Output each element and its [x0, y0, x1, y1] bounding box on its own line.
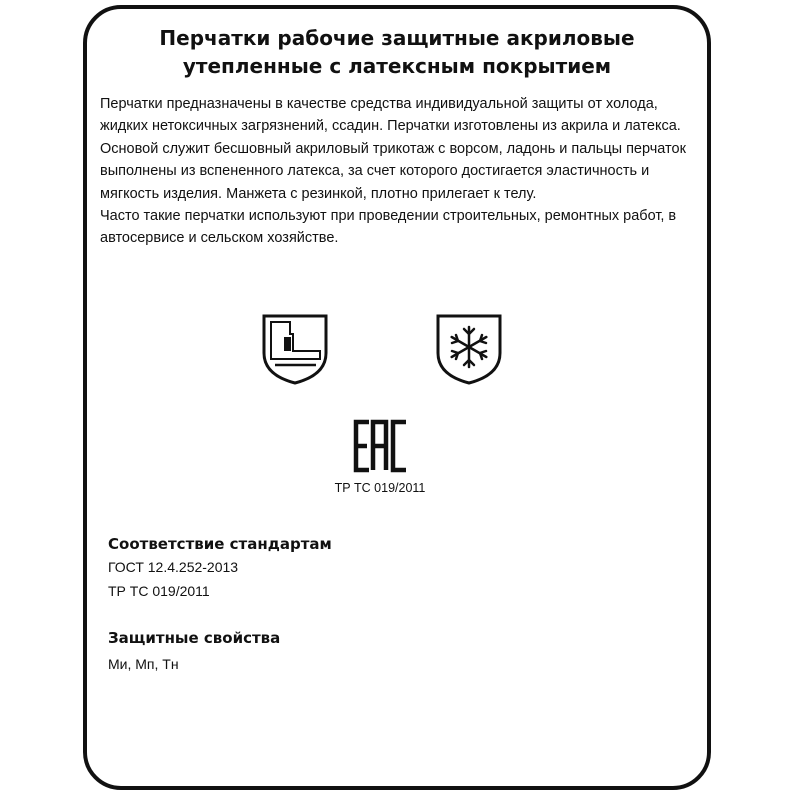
- standard-item: ГОСТ 12.4.252-2013: [108, 559, 239, 575]
- eac-caption: ТР ТС 019/2011: [334, 481, 426, 495]
- description-paragraph-2: Часто такие перчатки используют при проведении строительных, ремонтных работ, в автосервисе и сельском хозяйстве.: [100, 208, 677, 247]
- cold-protection-shield-icon: [436, 313, 502, 385]
- eac-mark-icon: [353, 418, 409, 474]
- title-line-1: Перчатки рабочие защитные акриловые: [159, 26, 635, 50]
- description: [100, 93, 700, 250]
- standards-heading: Соответствие стандартам: [108, 535, 332, 553]
- page-title: [88, 24, 706, 80]
- mechanical-protection-shield-icon: [262, 313, 328, 385]
- protective-value: Ми, Мп, Тн: [108, 656, 179, 672]
- description-paragraph-1: Перчатки предназначены в качестве средства индивидуальной защиты от холода, жидких нетоксичных загрязнений, ссадин. Перчатки изготовлены из акрила и латекса. Основой служит бесшовный акриловый трикотаж с ворсом, ладонь и пальцы перчаток выполнены из вспененного латекса, за счет которого достигается эластичность и мягкость изделия. Манжета с резинкой, плотно прилегает к телу.: [100, 96, 686, 202]
- title-line-2: утепленные с латексным покрытием: [182, 54, 612, 78]
- protective-heading: Защитные свойства: [108, 629, 281, 647]
- standard-item: ТР ТС 019/2011: [108, 583, 210, 599]
